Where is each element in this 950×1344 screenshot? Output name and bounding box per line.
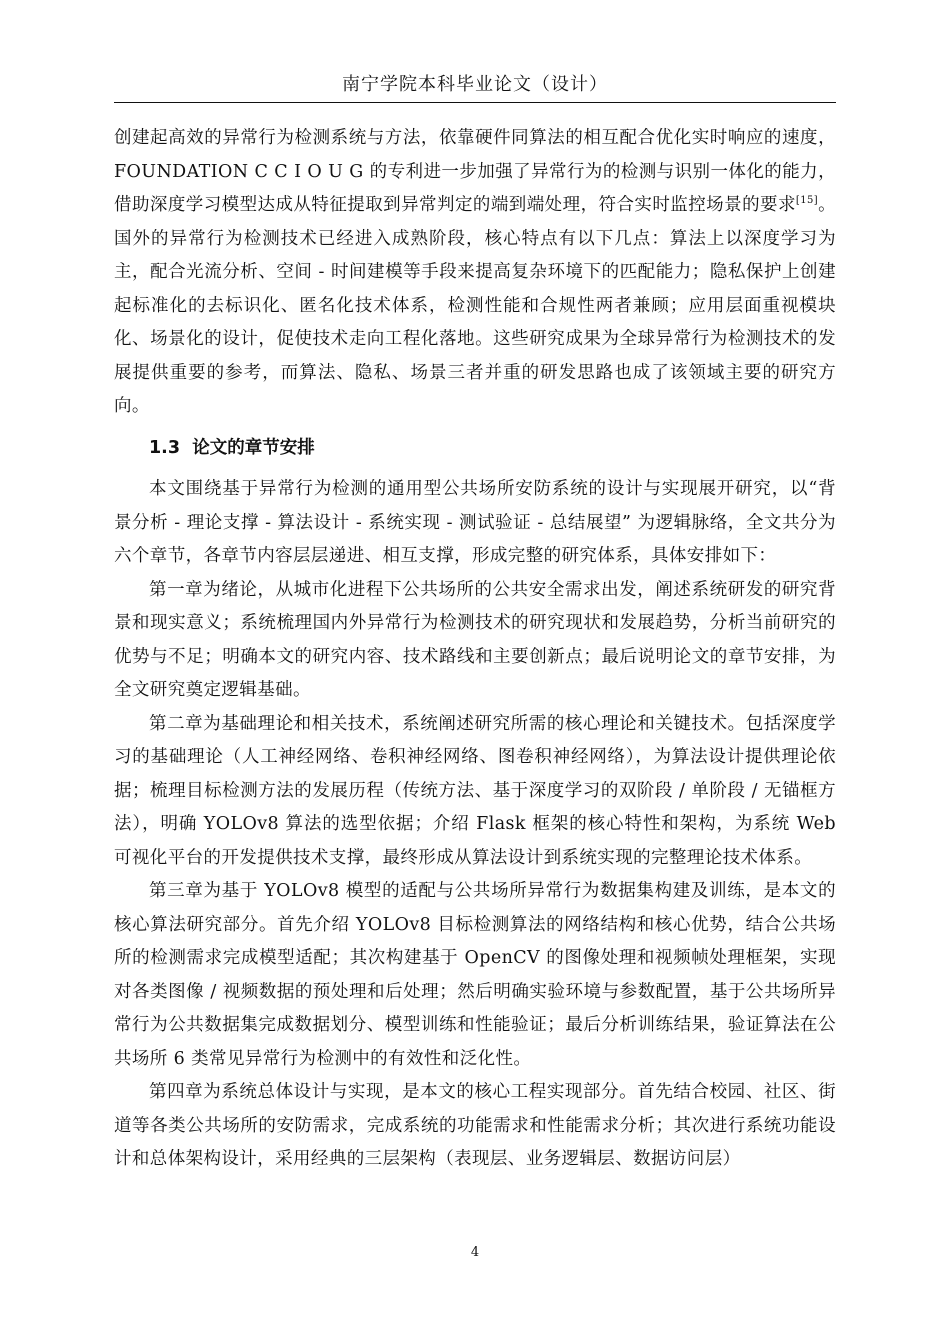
paragraph-chapter-2: 第二章为基础理论和相关技术，系统阐述研究所需的核心理论和关键技术。包括深度学习的基础理论（人工神经网络、卷积神经网络、图卷积神经网络），为算法设计提供理论依据；梳理目标检测方法的发展历程（传统方法、基于深度学习的双阶段 / 单阶段 / 无锚框方法），明确 YOLOv8 算法的选型依据；介绍 Flask 框架的核心特性和架构，为系统 Web 可视化平台的开发提供技术支撑，最终形成从算法设计到系统实现的完整理论技术体系。 bbox=[114, 713, 836, 868]
paragraph-chapter-4: 第四章为系统总体设计与实现，是本文的核心工程实现部分。首先结合校园、社区、街道等各类公共场所的安防需求，完成系统的功能需求和性能需求分析；其次进行系统功能设计和总体架构设计，采用经典的三层架构（表现层、业务逻辑层、数据访问层） bbox=[114, 1082, 836, 1169]
paragraph-text: 。 国外的异常行为检测技术已经进入成熟阶段，核心特点有以下几点：算法上以深度学习为主，配合光流分析、空间 - 时间建模等手段来提高复杂环境下的匹配能力；隐私保护上创建起标准化的去标识化、匿名化技术体系，检测性能和合规性两者兼顾；应用层面重视模块化、场景化的设计，促使技术走向工程化落地。这些研究成果为全球异常行为检测技术的发展提供重要的参考，而算法、隐私、场景三者并重的研发思路也成了该领域主要的研究方向。 bbox=[114, 195, 836, 416]
page-header-title: 南宁学院本科毕业论文（设计） bbox=[342, 74, 608, 95]
paragraph-chapter-1: 第一章为绪论，从城市化进程下公共场所的公共安全需求出发，阐述系统研发的研究背景和现实意义；系统梳理国内外异常行为检测技术的研究现状和发展趋势，分析当前研究的优势与不足；明确本文的研究内容、技术路线和主要创新点；最后说明论文的章节安排，为全文研究奠定逻辑基础。 bbox=[114, 579, 836, 700]
paragraph-intro bbox=[114, 122, 836, 424]
paragraph-overview: 本文围绕基于异常行为检测的通用型公共场所安防系统的设计与实现展开研究，以“背景分析 - 理论支撑 - 算法设计 - 系统实现 - 测试验证 - 总结展望” 为逻辑脉络，全文共分为六个章节，各章节内容层层递进、相互支撑，形成完整的研究体系，具体安排如下： bbox=[114, 479, 836, 566]
paragraph-chapter-3: 第三章为基于 YOLOv8 模型的适配与公共场所异常行为数据集构建及训练，是本文的核心算法研究部分。首先介绍 YOLOv8 目标检测算法的网络结构和核心优势，结合公共场所的检测需求完成模型适配；其次构建基于 OpenCV 的图像处理和视频帧处理框架，实现对各类图像 / 视频数据的预处理和后处理；然后明确实验环境与参数配置，基于公共场所异常行为公共数据集完成数据划分、模型训练和性能验证；最后分析训练结果，验证算法在公共场所 6 类常见异常行为检测中的有效性和泛化性。 bbox=[114, 881, 836, 1069]
section-heading bbox=[114, 432, 836, 466]
page-body bbox=[114, 122, 836, 1177]
section-title: 论文的章节安排 bbox=[192, 437, 315, 458]
header-divider bbox=[114, 102, 836, 103]
section-number: 1.3 bbox=[149, 437, 181, 458]
paragraph-text: 创建起高效的异常行为检测系统与方法，依靠硬件同算法的相互配合优化实时响应的速度，FOUNDATION C C I O U G 的专利进一步加强了异常行为的检测与识别一体化的能力，借助深度学习模型达成从特征提取到异常判定的端到端处理，符合实时监控场景的要求 bbox=[114, 128, 836, 215]
page-number: 4 bbox=[470, 1245, 480, 1260]
citation-marker: [15] bbox=[795, 195, 819, 207]
